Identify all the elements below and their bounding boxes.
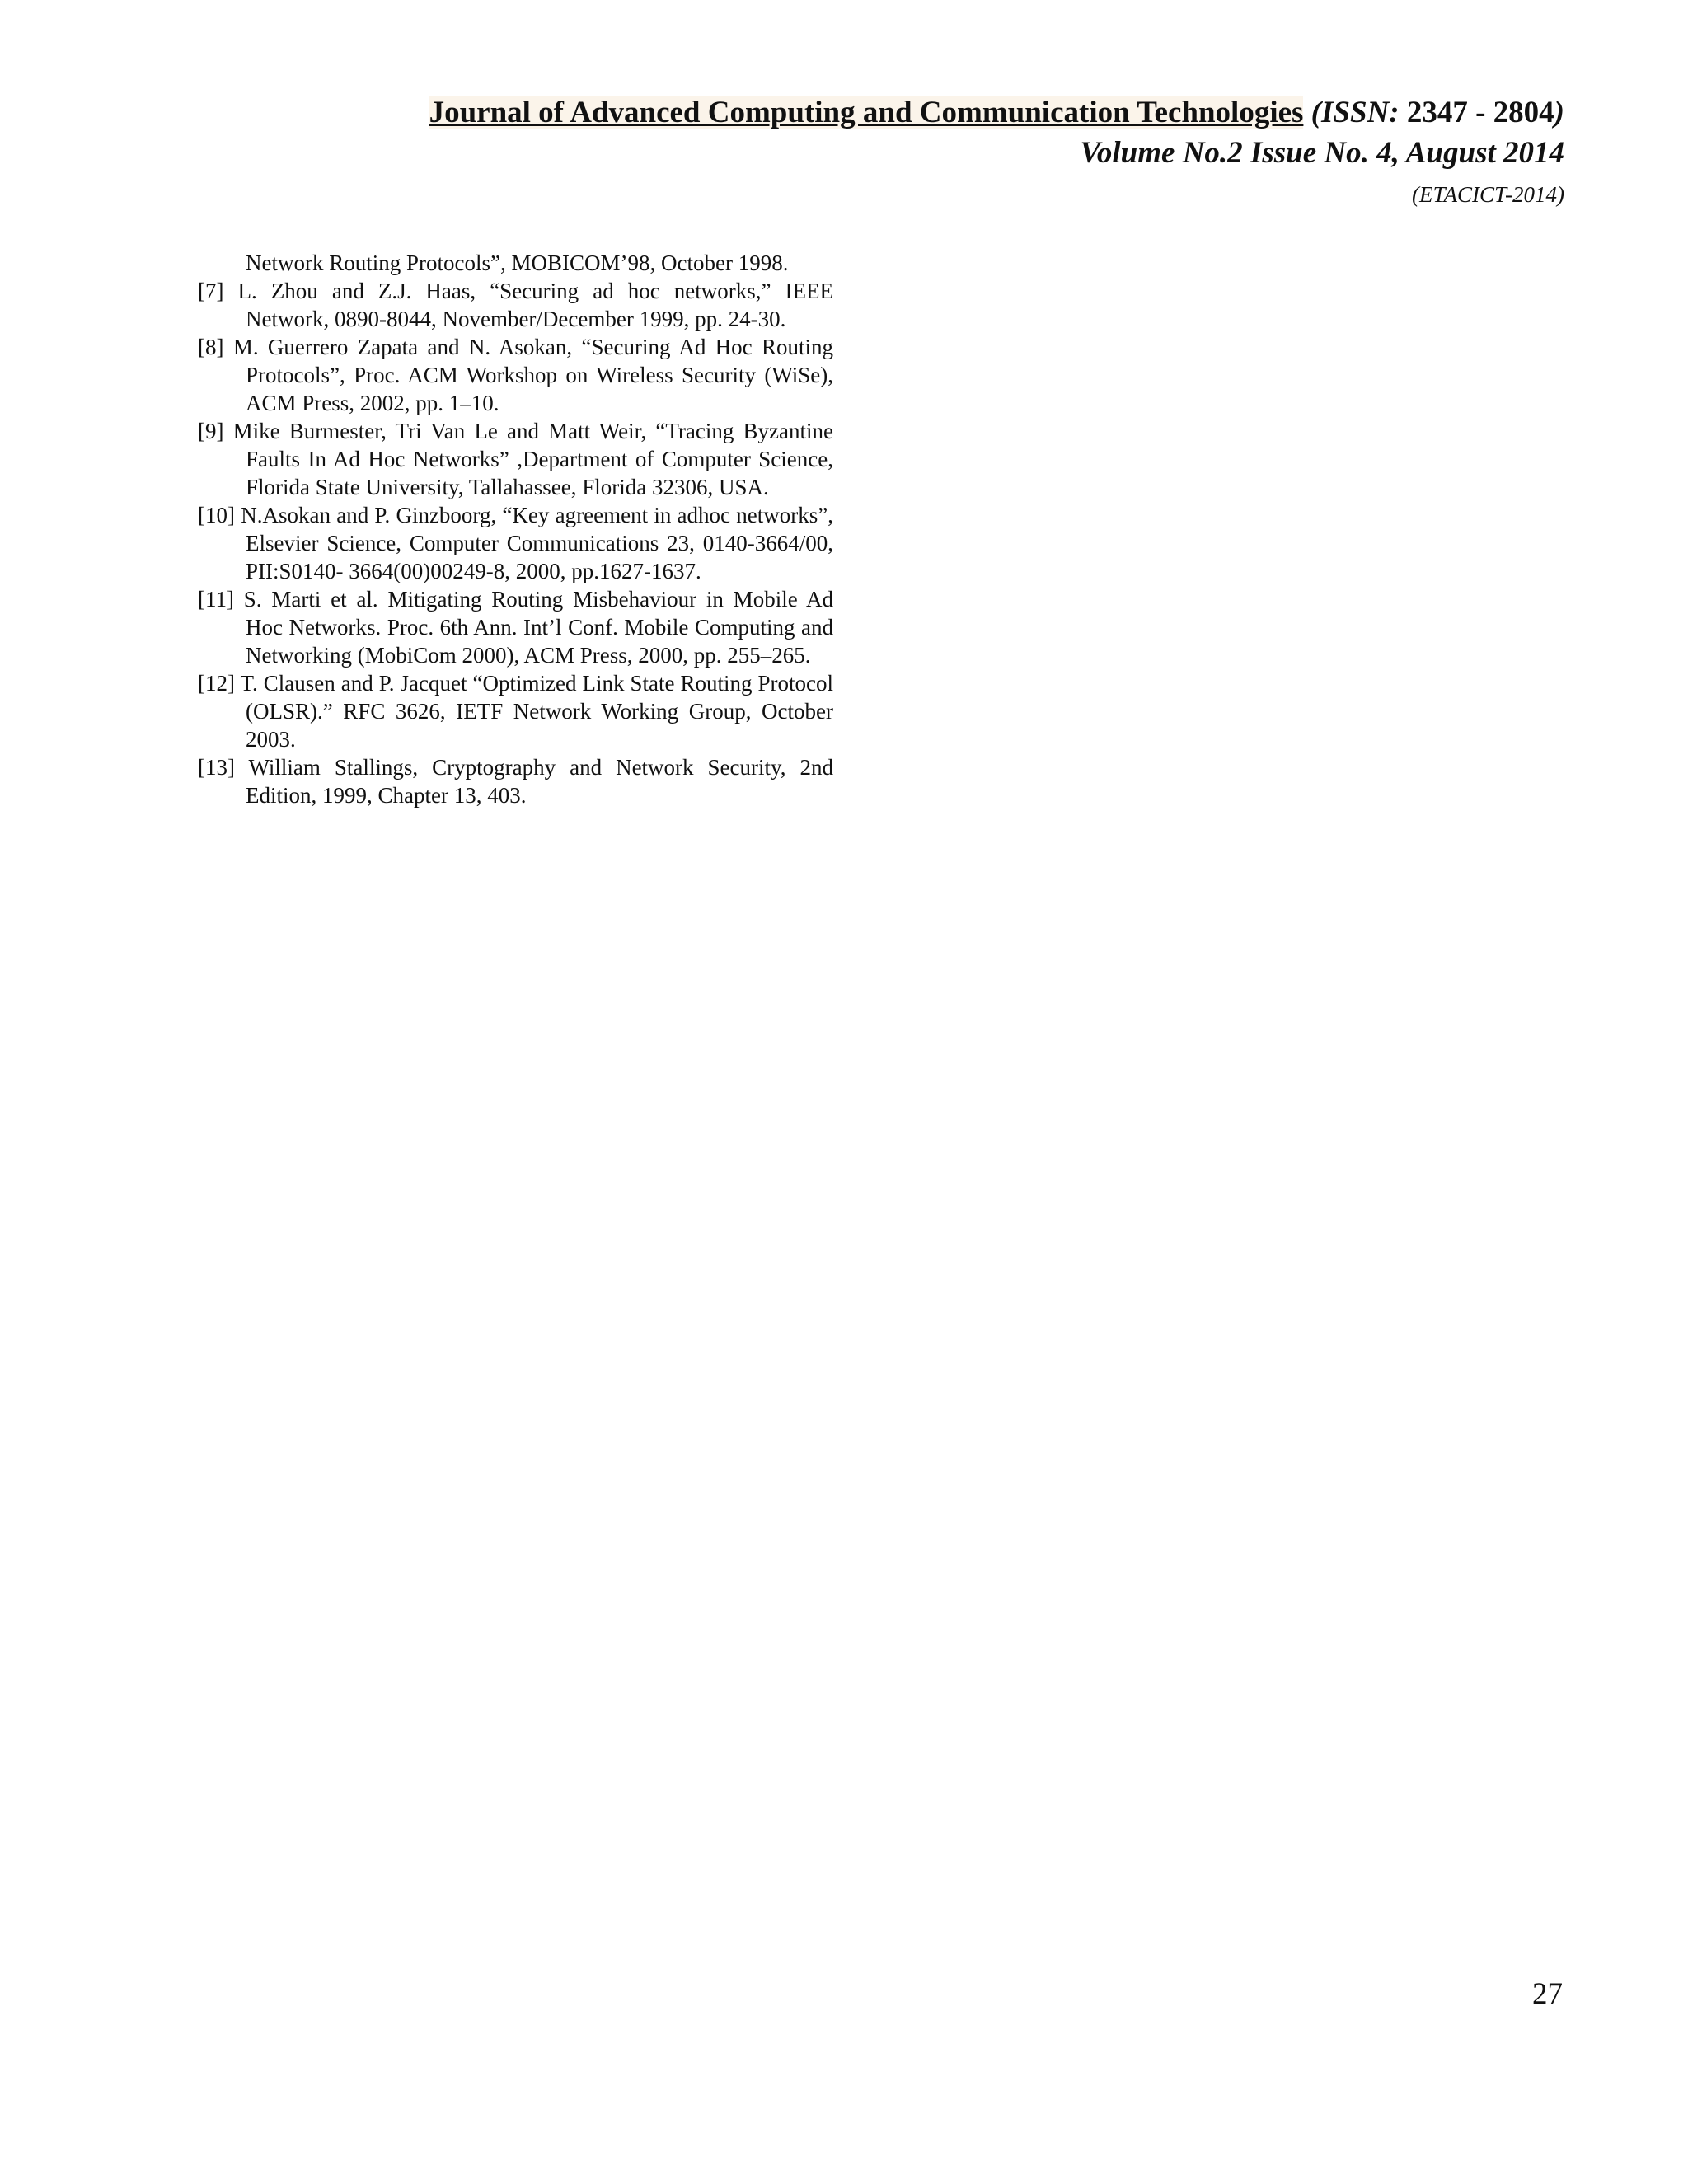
reference-item-12 [198, 669, 833, 753]
reference-item-11 [198, 585, 833, 669]
page-number: 27 [1532, 1977, 1563, 2011]
reference-item-9 [198, 417, 833, 501]
reference-number: [11] [198, 587, 234, 612]
journal-title: Journal of Advanced Computing and Communication Technologies [429, 96, 1304, 129]
journal-title-line [163, 92, 1564, 134]
volume-issue: Volume No.2 Issue No. 4, August 2014 [1080, 136, 1564, 170]
reference-text: N.Asokan and P. Ginzboorg, “Key agreement in adhoc networks”, Elsevier Science, Computer Communications 23, 0140-3664/00, PII:S0140- 3664(00)00249-8, 2000, pp.1627-1637. [234, 503, 833, 583]
reference-number: [13] [198, 755, 235, 780]
journal-header [163, 92, 1564, 211]
reference-text: T. Clausen and P. Jacquet “Optimized Link State Routing Protocol (OLSR).” RFC 3626, IETF Network Working Group, October 2003. [234, 671, 833, 752]
reference-number: [9] [198, 419, 224, 443]
reference-number: [8] [198, 335, 224, 359]
reference-number: [12] [198, 671, 235, 696]
conference-tag: (ETACICT-2014) [1412, 182, 1564, 207]
reference-text: L. Zhou and Z.J. Haas, “Securing ad hoc networks,” IEEE Network, 0890-8044, November/December 1999, pp. 24-30. [223, 279, 833, 331]
issn-close: ) [1554, 96, 1564, 129]
issn-number: 2347 - 2804 [1399, 96, 1554, 129]
reference-item-13 [198, 753, 833, 809]
reference-text: S. Marti et al. Mitigating Routing Misbehaviour in Mobile Ad Hoc Networks. Proc. 6th Ann. Int’l Conf. Mobile Computing and Networking (MobiCom 2000), ACM Press, 2000, pp. 255–265. [233, 587, 833, 668]
reference-item-7 [198, 277, 833, 333]
reference-item-10 [198, 501, 833, 585]
reference-number: [7] [198, 279, 224, 303]
reference-text: M. Guerrero Zapata and N. Asokan, “Securing Ad Hoc Routing Protocols”, Proc. ACM Workshop on Wireless Security (WiSe), ACM Press, 2002, pp. 1–10. [223, 335, 833, 415]
reference-list [198, 249, 833, 809]
issn-label: (ISSN: [1303, 96, 1400, 129]
reference-number: [10] [198, 503, 235, 527]
reference-text: Mike Burmester, Tri Van Le and Matt Weir, “Tracing Byzantine Faults In Ad Hoc Networks” ,Department of Computer Science, Florida State University, Tallahassee, Florida 32306, USA. [223, 419, 833, 499]
reference-item-8 [198, 333, 833, 417]
reference-text: William Stallings, Cryptography and Network Security, 2nd Edition, 1999, Chapter 13, 403. [234, 755, 833, 808]
reference-continuation: Network Routing Protocols”, MOBICOM’98, October 1998. [246, 251, 789, 275]
